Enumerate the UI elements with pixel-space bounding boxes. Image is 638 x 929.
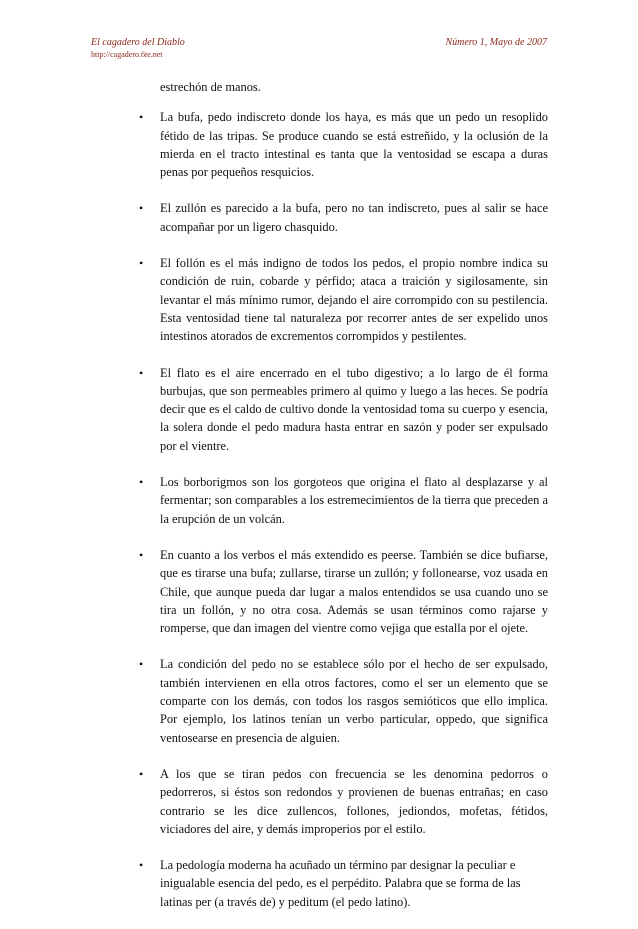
- list-item-text: La bufa, pedo indiscreto donde los haya, es más que un pedo un resoplido fétido de las tripas. Se produce cuando se está estreñido, y la oclusión de la mierda en el tracto intestinal es tanta que la ventosidad se escapa a duras penas por pequeños resquicios.: [160, 110, 548, 180]
- list-item-text: A los que se tiran pedos con frecuencia se les denomina pedorros o pedorreros, si éstos son redondos y provienen de buenas entrañas; en caso contrario se les dice zullencos, follones, jediondos, mofetas, fétidos, viciadores del aire, y demás improperios por el estilo.: [160, 766, 548, 836]
- bullet-icon: •: [139, 365, 144, 380]
- issue-date: Número 1, Mayo de 2007: [445, 37, 547, 48]
- list-item: [139, 254, 548, 345]
- bullet-icon: •: [139, 657, 144, 672]
- bullet-icon: •: [139, 766, 144, 781]
- list-item-text: La pedología moderna ha acuñado un término par designar la peculiar e inigualable esencia del pedo, es el perpédito. Palabra que se forma de las latinas per (a través de) y peditum (el pedo latino).: [160, 858, 521, 909]
- bullet-icon: •: [139, 110, 144, 125]
- list-item: [139, 546, 548, 637]
- list-item: [139, 765, 548, 838]
- bullet-icon: •: [139, 201, 144, 216]
- bullet-icon: •: [139, 256, 144, 271]
- list-item-text: Los borborigmos son los gorgoteos que origina el flato al desplazarse y al fermentar; son comparables a los estremecimientos de la tierra que preceden a la erupción de un volcán.: [160, 475, 548, 526]
- list-item: [139, 655, 548, 746]
- list-item: [139, 364, 548, 455]
- list-item-text: En cuanto a los verbos el más extendido es peerse. También se dice bufiarse, que es tirarse una bufa; zullarse, tirarse un zullón; y follonearse, voz usada en Chile, que aunque pueda dar lugar a malos entendidos se usa cuando uno se tira un follón, y no otra cosa. Además se usan términos como rajarse y romperse, que dan imagen del vientre como vejiga que estalla por el ojete.: [160, 547, 548, 636]
- continued-paragraph: estrechón de manos.: [160, 80, 261, 94]
- publication-title: El cagadero del Diablo: [91, 37, 185, 48]
- list-item-text: El zullón es parecido a la bufa, pero no tan indiscreto, pues al salir se hace acompañar por un ligero chasquido.: [160, 201, 548, 234]
- list-item: [139, 473, 548, 528]
- list-item: [139, 199, 548, 236]
- page-body: [139, 78, 548, 929]
- bullet-icon: •: [139, 475, 144, 490]
- publication-url[interactable]: http://cagadero.6te.net: [91, 50, 163, 59]
- list-item-text: La condición del pedo no se establece sólo por el hecho de ser expulsado, también intervienen en ella otros factores, como el ser un elemento que se comparte con los demás, con todos los rasgos semióticos que ello implica. Por ejemplo, los latinos tenían un verbo particular, oppedo, que significa ventosearse en presencia de alguien.: [160, 657, 548, 745]
- list-item: [139, 108, 548, 181]
- bullet-icon: •: [139, 858, 144, 873]
- bullet-icon: •: [139, 547, 144, 562]
- list-item-text: El flato es el aire encerrado en el tubo digestivo; a lo largo de él forma burbujas, que son permeables primero al quimo y luego a las heces. Se podría decir que es el caldo de cultivo donde la ventosidad toma su cuerpo y esencia, la solera donde el pedo madura hasta entrar en sazón y poder ser expulsado por el vientre.: [160, 365, 548, 453]
- list-item-text: El follón es el más indigno de todos los pedos, el propio nombre indica su condición de ruin, cobarde y pérfido; ataca a traición y sigilosamente, sin levantar el más mínimo rumor, dejando el aire corrompido con su pestilencia. Esta ventosidad tiene tal naturaleza por recorrer antes de ser expelido unos intestinos atorados de excrementos corrompidos y pestilentes.: [160, 256, 548, 344]
